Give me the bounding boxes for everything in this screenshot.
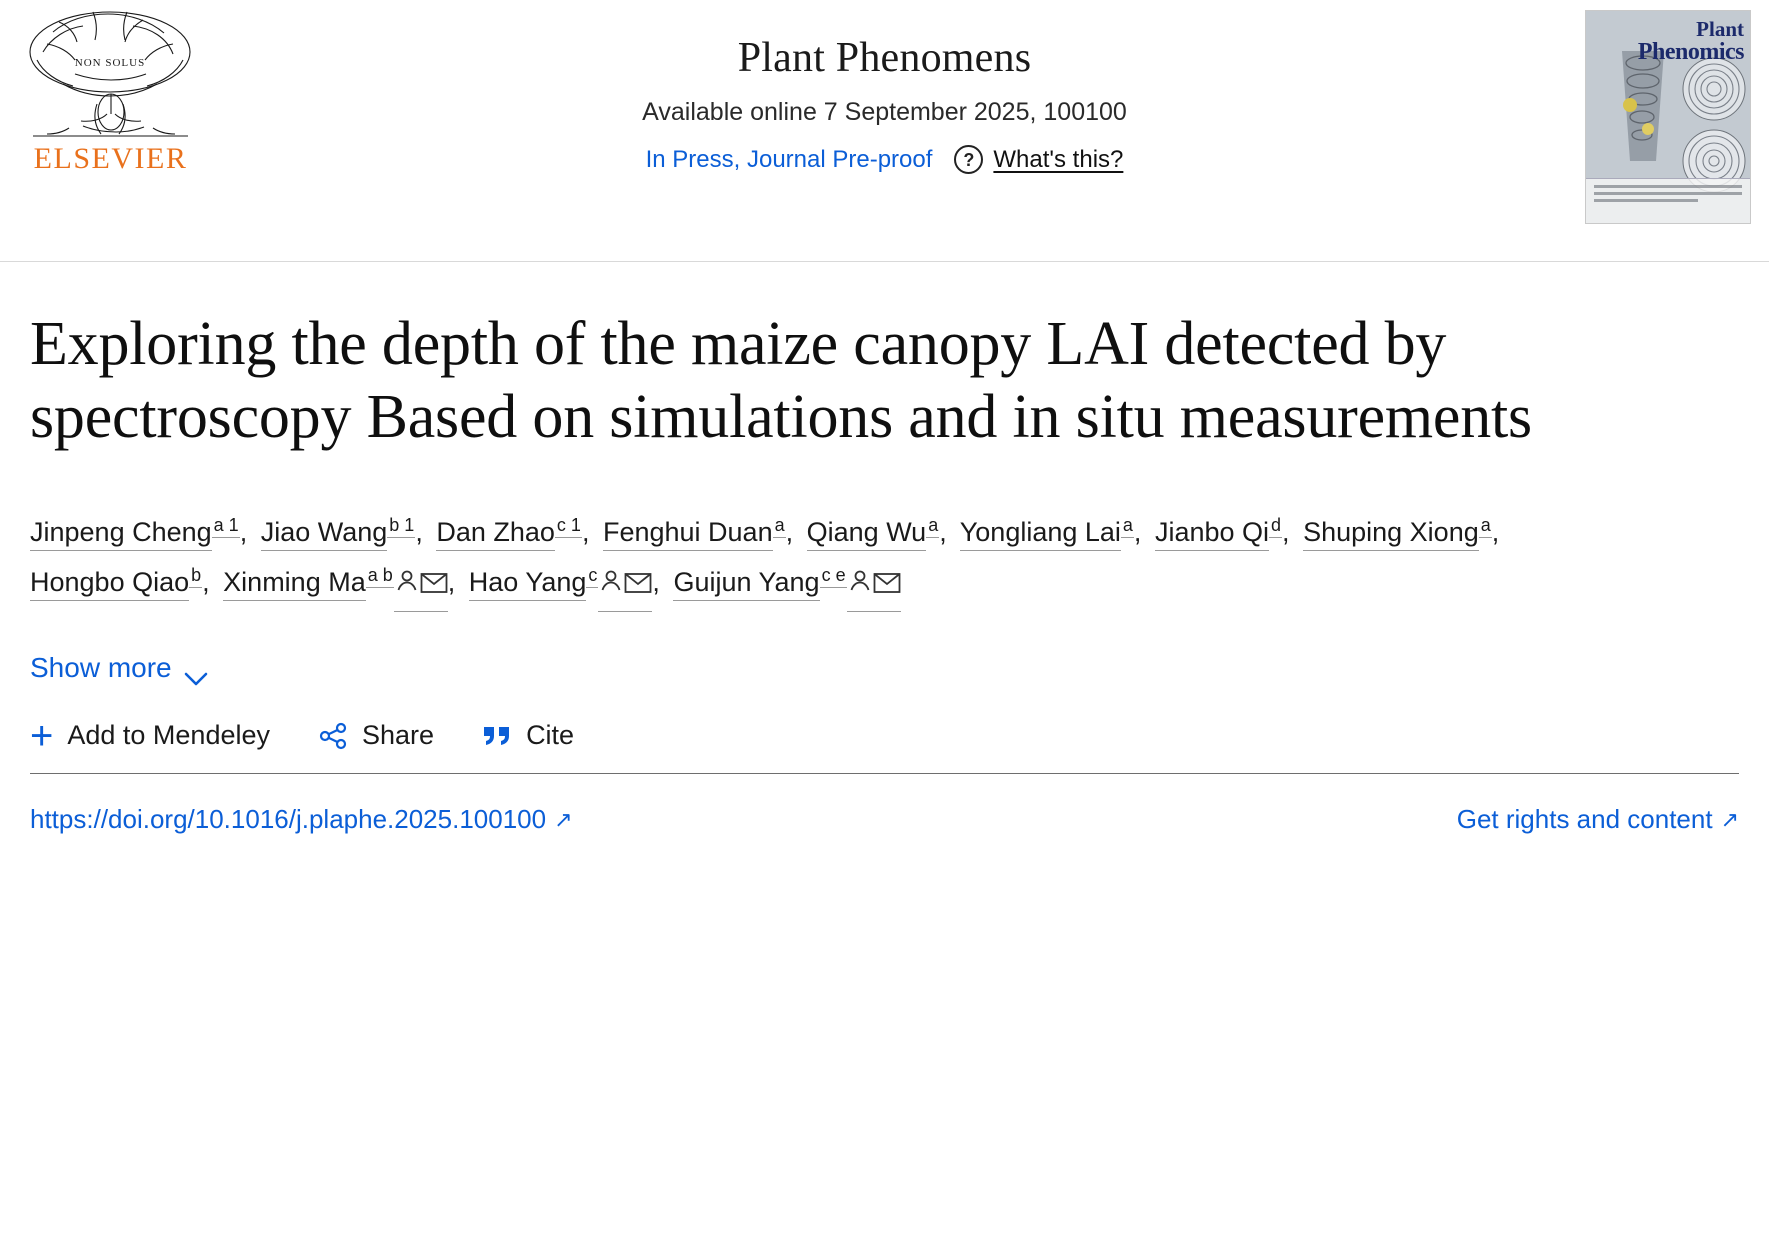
external-link-icon: ↗ (1720, 806, 1739, 832)
availability-text: Available online 7 September 2025, 100100 (642, 98, 1127, 127)
author-affiliation: a 1 (212, 515, 240, 538)
whats-this-label: What's this? (993, 145, 1124, 173)
page-header (0, 0, 1769, 262)
article-body (0, 308, 1769, 835)
author-entry[interactable] (673, 567, 900, 597)
cover-footer-band (1586, 178, 1750, 223)
author-separator: , (1491, 517, 1500, 548)
cite-label: Cite (526, 720, 575, 751)
author-entry[interactable] (469, 567, 653, 597)
share-icon (318, 721, 348, 751)
rights-text: Get rights and content (1456, 804, 1713, 835)
author-name: Jinpeng Cheng (30, 517, 212, 551)
person-icon[interactable] (394, 558, 420, 612)
author-name: Hongbo Qiao (30, 567, 189, 601)
author-affiliation: a b (366, 565, 394, 588)
author-affiliation: a (1479, 515, 1492, 538)
publication-status[interactable]: In Press, Journal Pre-proof (645, 145, 933, 173)
cover-title (1638, 19, 1744, 64)
author-name: Xinming Ma (223, 567, 366, 601)
author-entry[interactable] (223, 567, 448, 597)
author-name: Fenghui Duan (603, 517, 773, 551)
get-rights-and-content-link[interactable] (1457, 804, 1739, 835)
author-affiliation: c e (820, 565, 847, 588)
author-entry[interactable] (30, 567, 202, 597)
share-button[interactable] (318, 720, 434, 751)
doi-text: https://doi.org/10.1016/j.plaphe.2025.100100 (30, 804, 547, 835)
envelope-icon[interactable] (873, 558, 901, 612)
whats-this-button[interactable] (954, 145, 1123, 174)
author-separator: , (447, 567, 456, 598)
author-separator: , (239, 517, 248, 548)
author-affiliation: d (1269, 515, 1282, 538)
doi-link[interactable] (30, 804, 573, 835)
author-affiliation: a (1121, 515, 1134, 538)
author-separator: , (415, 517, 423, 548)
author-separator: , (939, 517, 947, 548)
author-entry[interactable] (1155, 517, 1282, 547)
author-affiliation: a (773, 515, 786, 538)
author-affiliation: b (189, 565, 202, 588)
author-entry[interactable] (1303, 517, 1492, 547)
cover-title-line2: Phenomics (1637, 39, 1744, 65)
author-name: Shuping Xiong (1303, 517, 1479, 551)
author-separator: , (581, 517, 590, 548)
svg-text:NON SOLUS: NON SOLUS (74, 57, 146, 69)
quote-icon (482, 723, 512, 749)
article-footer-links (30, 804, 1739, 835)
author-affiliation: b 1 (387, 515, 415, 538)
author-entry[interactable] (603, 517, 786, 547)
article-actions (30, 713, 1739, 774)
author-entry[interactable] (807, 517, 940, 547)
author-separator: , (652, 567, 660, 598)
person-icon[interactable] (847, 558, 873, 612)
journal-title: Plant Phenomens (737, 35, 1032, 81)
plus-icon: + (30, 713, 54, 758)
author-name: Dan Zhao (436, 517, 555, 551)
envelope-icon[interactable] (624, 558, 652, 612)
author-name: Yongliang Lai (960, 517, 1121, 551)
cite-button[interactable] (482, 720, 574, 751)
person-icon[interactable] (598, 558, 624, 612)
show-more-label: Show more (30, 652, 172, 684)
author-entry[interactable] (30, 517, 240, 547)
add-to-mendeley-label: Add to Mendeley (67, 720, 270, 751)
author-affiliation: c (586, 565, 598, 588)
elsevier-wordmark: ELSEVIER (33, 142, 188, 175)
author-affiliation: c 1 (555, 515, 582, 538)
journal-info (0, 34, 1769, 174)
author-entry[interactable] (261, 517, 416, 547)
author-entry[interactable] (436, 517, 582, 547)
author-separator: , (202, 567, 210, 598)
external-link-icon: ↗ (554, 806, 573, 832)
author-name: Guijun Yang (673, 567, 819, 601)
page-title: Exploring the depth of the maize canopy LAI detected by spectroscopy Based on simulations and in situ measurements (30, 310, 1532, 452)
envelope-icon[interactable] (420, 558, 448, 612)
author-name: Hao Yang (469, 567, 587, 601)
chevron-down-icon (184, 661, 208, 675)
show-more-button[interactable] (30, 652, 208, 684)
author-name: Jianbo Qi (1155, 517, 1269, 551)
question-mark-icon: ? (954, 145, 983, 174)
author-name: Jiao Wang (261, 517, 388, 551)
author-entry[interactable] (960, 517, 1134, 547)
journal-cover-image[interactable] (1585, 10, 1751, 224)
author-separator: , (1133, 517, 1142, 548)
cover-title-line1: Plant (1696, 17, 1744, 41)
add-to-mendeley-button[interactable] (30, 713, 270, 758)
author-affiliation: a (926, 515, 939, 538)
author-separator: , (785, 517, 794, 548)
author-separator: , (1282, 517, 1290, 548)
author-list (30, 508, 1670, 612)
share-label: Share (362, 720, 435, 751)
author-name: Qiang Wu (807, 517, 927, 551)
